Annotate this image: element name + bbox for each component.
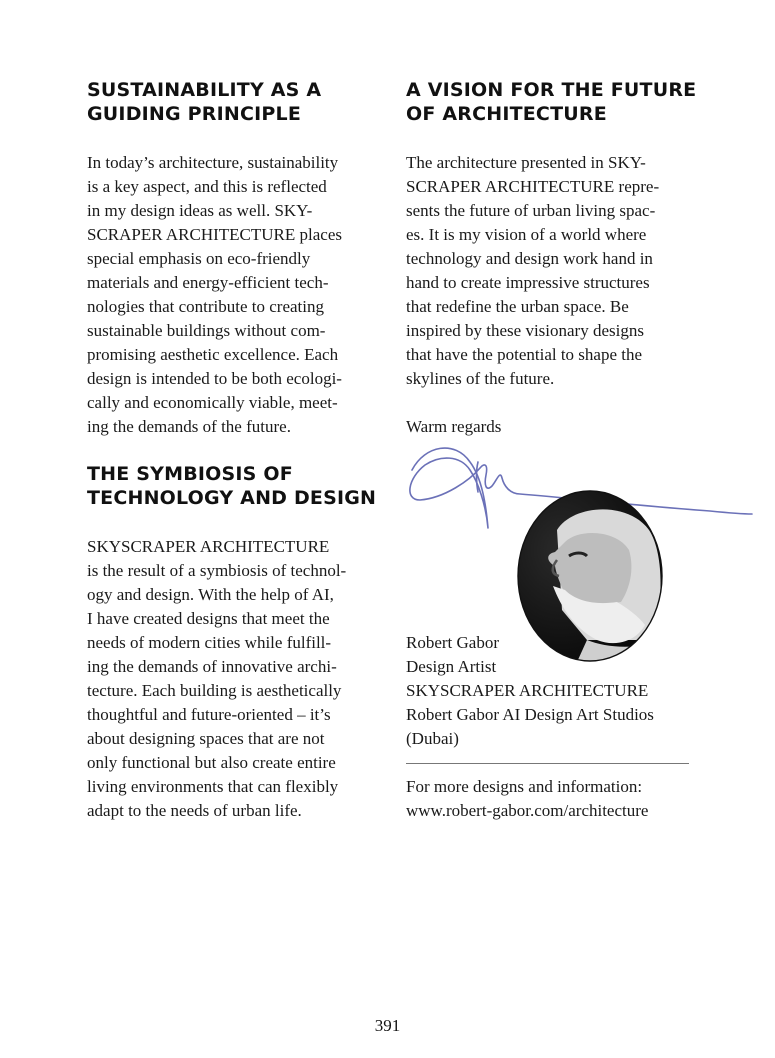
text-line: needs of modern cities while fulfill-: [87, 633, 332, 652]
text-line: adapt to the needs of urban life.: [87, 801, 302, 820]
text-line: materials and energy-efficient tech-: [87, 273, 329, 292]
closing-line: Warm regards: [406, 417, 502, 436]
text-line: ing the demands of the future.: [87, 417, 291, 436]
text-line: skylines of the future.: [406, 369, 555, 388]
text-line: ogy and design. With the help of AI,: [87, 585, 334, 604]
text-line: that redefine the urban space. Be: [406, 297, 629, 316]
text-line: In today’s architecture, sustainability: [87, 153, 339, 172]
text-line: promising aesthetic excellence. Each: [87, 345, 339, 364]
text-line: about designing spaces that are not: [87, 729, 325, 748]
footer-info: [406, 775, 648, 823]
text-line: special emphasis on eco-friendly: [87, 249, 311, 268]
text-line: SCRAPER ARCHITECTURE places: [87, 225, 343, 244]
text-line: ing the demands of innovative archi-: [87, 657, 337, 676]
author-title: Design Artist: [406, 657, 497, 676]
paragraph-symbiosis: [87, 535, 346, 823]
text-line: tecture. Each building is aesthetically: [87, 681, 342, 700]
text-line: sustainable buildings without com-: [87, 321, 326, 340]
heading-line: TECHNOLOGY AND DESIGN: [87, 487, 377, 509]
footer-line: For more designs and information:: [406, 777, 643, 796]
text-line: SKYSCRAPER ARCHITECTURE: [87, 537, 330, 556]
author-block: [406, 631, 654, 751]
page-number: 391: [374, 1016, 401, 1035]
text-line: I have created designs that meet the: [87, 609, 330, 628]
text-line: SCRAPER ARCHITECTURE repre-: [406, 177, 660, 196]
heading-line: A VISION FOR THE FUTURE: [406, 79, 697, 101]
heading-line: THE SYMBIOSIS OF: [87, 463, 293, 485]
text-line: in my design ideas as well. SKY-: [87, 201, 313, 220]
heading-line: SUSTAINABILITY AS A: [87, 79, 322, 101]
text-line: es. It is my vision of a world where: [406, 225, 647, 244]
text-line: is the result of a symbiosis of technol-: [87, 561, 347, 580]
text-line: thoughtful and future-oriented – it’s: [87, 705, 331, 724]
text-line: cally and economically viable, meet-: [87, 393, 338, 412]
text-line: design is intended to be both ecologi-: [87, 369, 342, 388]
text-line: hand to create impressive structures: [406, 273, 650, 292]
text-line: technology and design work hand in: [406, 249, 653, 268]
text-line: is a key aspect, and this is reflected: [87, 177, 327, 196]
divider-rule: [406, 763, 689, 764]
text-line: inspired by these visionary designs: [406, 321, 644, 340]
heading-line: GUIDING PRINCIPLE: [87, 103, 301, 125]
website-link[interactable]: www.robert-gabor.com/architecture: [406, 801, 649, 820]
text-line: sents the future of urban living spac-: [406, 201, 656, 220]
author-project: SKYSCRAPER ARCHITECTURE: [406, 681, 649, 700]
text-line: The architecture presented in SKY-: [406, 153, 646, 172]
heading-line: OF ARCHITECTURE: [406, 103, 607, 125]
author-name: Robert Gabor: [406, 633, 500, 652]
author-studio: Robert Gabor AI Design Art Studios: [406, 705, 654, 724]
text-line: living environments that can flexibly: [87, 777, 339, 796]
text-line: nologies that contribute to creating: [87, 297, 324, 316]
text-line: only functional but also create entire: [87, 753, 336, 772]
text-line: that have the potential to shape the: [406, 345, 643, 364]
author-location: (Dubai): [406, 729, 459, 748]
